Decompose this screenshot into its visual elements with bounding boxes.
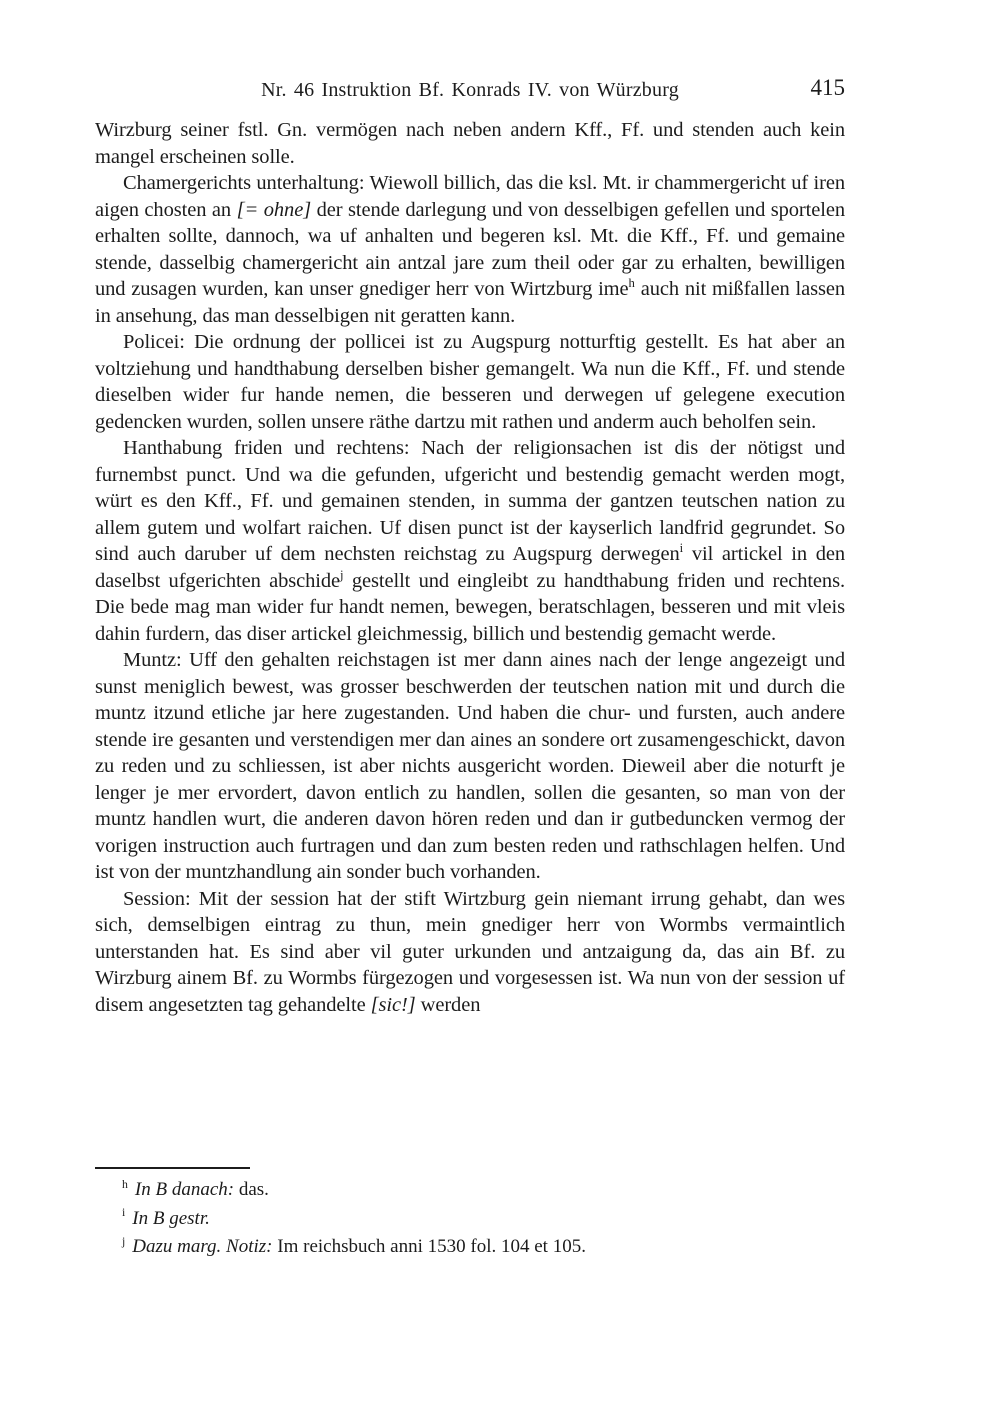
paragraph [95, 329, 845, 435]
text-run: das. [234, 1179, 269, 1200]
text-run: Wirzburg seiner fstl. Gn. vermögen nach neben andern Kff., Ff. und stenden auch kein mangel erscheinen solle. [95, 119, 845, 168]
footnote-item [95, 1176, 845, 1205]
page-header [95, 75, 845, 105]
italic-text: Dazu marg. Notiz: [132, 1236, 273, 1257]
text-run: der stende darlegung und von desselbigen gefellen und sportelen erhalten sollte, dannoch, wa uf anhalten und begeren ksl. Mt. die Kff., Ff. und gemaine stende, dasselbig chamergericht ain antzal jare zum theil oder gar zu erhalten, bewilligen und zusagen wurden, kan unser gnediger herr von Wirtzburg ime [95, 198, 846, 300]
footnote-item [95, 1233, 845, 1262]
paragraph [95, 647, 845, 886]
footnote-list [95, 1176, 845, 1262]
text-run: Policei: Die ordnung der pollicei ist zu Augspurg notturftig gestellt. Es hat aber an voltziehung und handthabung derselben bisher gemangelt. Wa nun die Kff., Ff. und stende dieselben wider fur hande nemen, die besseren und derwegen uf gelegene execution gedencken wurden, sollen unsere räthe dartzu mit rathen und anderm auch beholfen sein. [95, 331, 845, 433]
italic-text: [= ohne] [236, 198, 312, 221]
footnote-mark: i [122, 1206, 126, 1220]
paragraph [95, 117, 845, 170]
footnote-reference: j [340, 567, 344, 582]
body-text [95, 117, 845, 1018]
italic-text: In B danach: [134, 1179, 235, 1200]
italic-text: In B gestr. [132, 1207, 210, 1229]
text-run: Session: Mit der session hat der stift Wirtzburg gein niemant irrung gehabt, dan wes sich, demselbigen eintrag zu thun, mein gnediger herr von Wormbs vermaintlich unterstanden hat. Es sind aber vil guter urkunden und antzaigung da, das ain Bf. zu Wirzburg ainem Bf. zu Wormbs fürgezogen und vorgesessen ist. Wa nun von der session uf disem angesetzten tag gehandelte [95, 887, 845, 1016]
footnote-item [95, 1205, 845, 1234]
running-title: Nr. 46 Instruktion Bf. Konrads IV. von Würzburg [261, 79, 679, 101]
text-run: Muntz: Uff den gehalten reichstagen ist mer dann aines nach der lenge angezeigt und sunst meniglich bewest, was grosser beschwerden der teutschen nation mit und durch die muntz itzund etliche jar here zugestanden. Und haben die chur- und fursten, auch andere stende ire gesanten und verstendigen mer dan aines an sondere ort zusamengeschickt, davon zu reden und zu schliessen, ist aber nichts ausgericht worden. Dieweil aber die noturft je lenger je mer ervordert, davon entlich zu handlen, sollen die gesanten, so man von der muntz handlen wurt, die anderen davon hören reden und dan ir gutbeduncken vermog der vorigen instruction auch furtragen und dan zum besten reden und rathschlagen helfen. Und ist von der muntzhandlung ain sonder buch vorhanden. [95, 649, 845, 883]
text-run: Chamergerichts unterhaltung: Wiewoll billich, das die ksl. Mt. ir chammergericht uf iren aigen chosten an [95, 172, 845, 221]
text-run: vil artickel in den daselbst ufgerichten abschide [95, 543, 845, 592]
footnote-mark: j [122, 1234, 126, 1248]
text-run: gestellt und eingleibt zu handthabung friden und rechtens. Die bede mag man wider fur handt nemen, bewegen, beratschlagen, besseren und mit vleis dahin furdern, das diser artickel gleichmessig, billich und bestendig gemacht werde. [95, 569, 845, 645]
paragraph [95, 435, 845, 647]
italic-text: [sic!] [370, 993, 416, 1016]
text-run: Hanthabung friden und rechtens: Nach der religionsachen ist dis der nötigst und furnembst punct. Und wa die gefunden, ufgericht und bestendig gemacht werden mogt, würt es den Kff., Ff. und gemainen stenden, in summa der gantzen teutschen nation zu allem gutem und wolfart raichen. Uf disen punct ist der kayserlich landfrid gegrundet. So sind auch daruber uf dem nechsten reichstag zu Augspurg derwegen [95, 437, 845, 565]
page-number: 415 [810, 75, 845, 100]
footnote-rule [95, 1167, 250, 1169]
text-run: Im reichsbuch anni 1530 fol. 104 et 105. [272, 1236, 586, 1257]
footnote-section [95, 1167, 845, 1262]
text-run: werden [415, 993, 481, 1016]
footnote-mark: h [122, 1177, 128, 1191]
paragraph [95, 170, 845, 329]
footnote-reference: i [679, 541, 684, 556]
footnote-reference: h [628, 276, 635, 291]
text-run: auch nit mißfallen lassen in ansehung, das man desselbigen nit geratten kann. [95, 278, 845, 327]
paragraph [95, 886, 845, 1019]
